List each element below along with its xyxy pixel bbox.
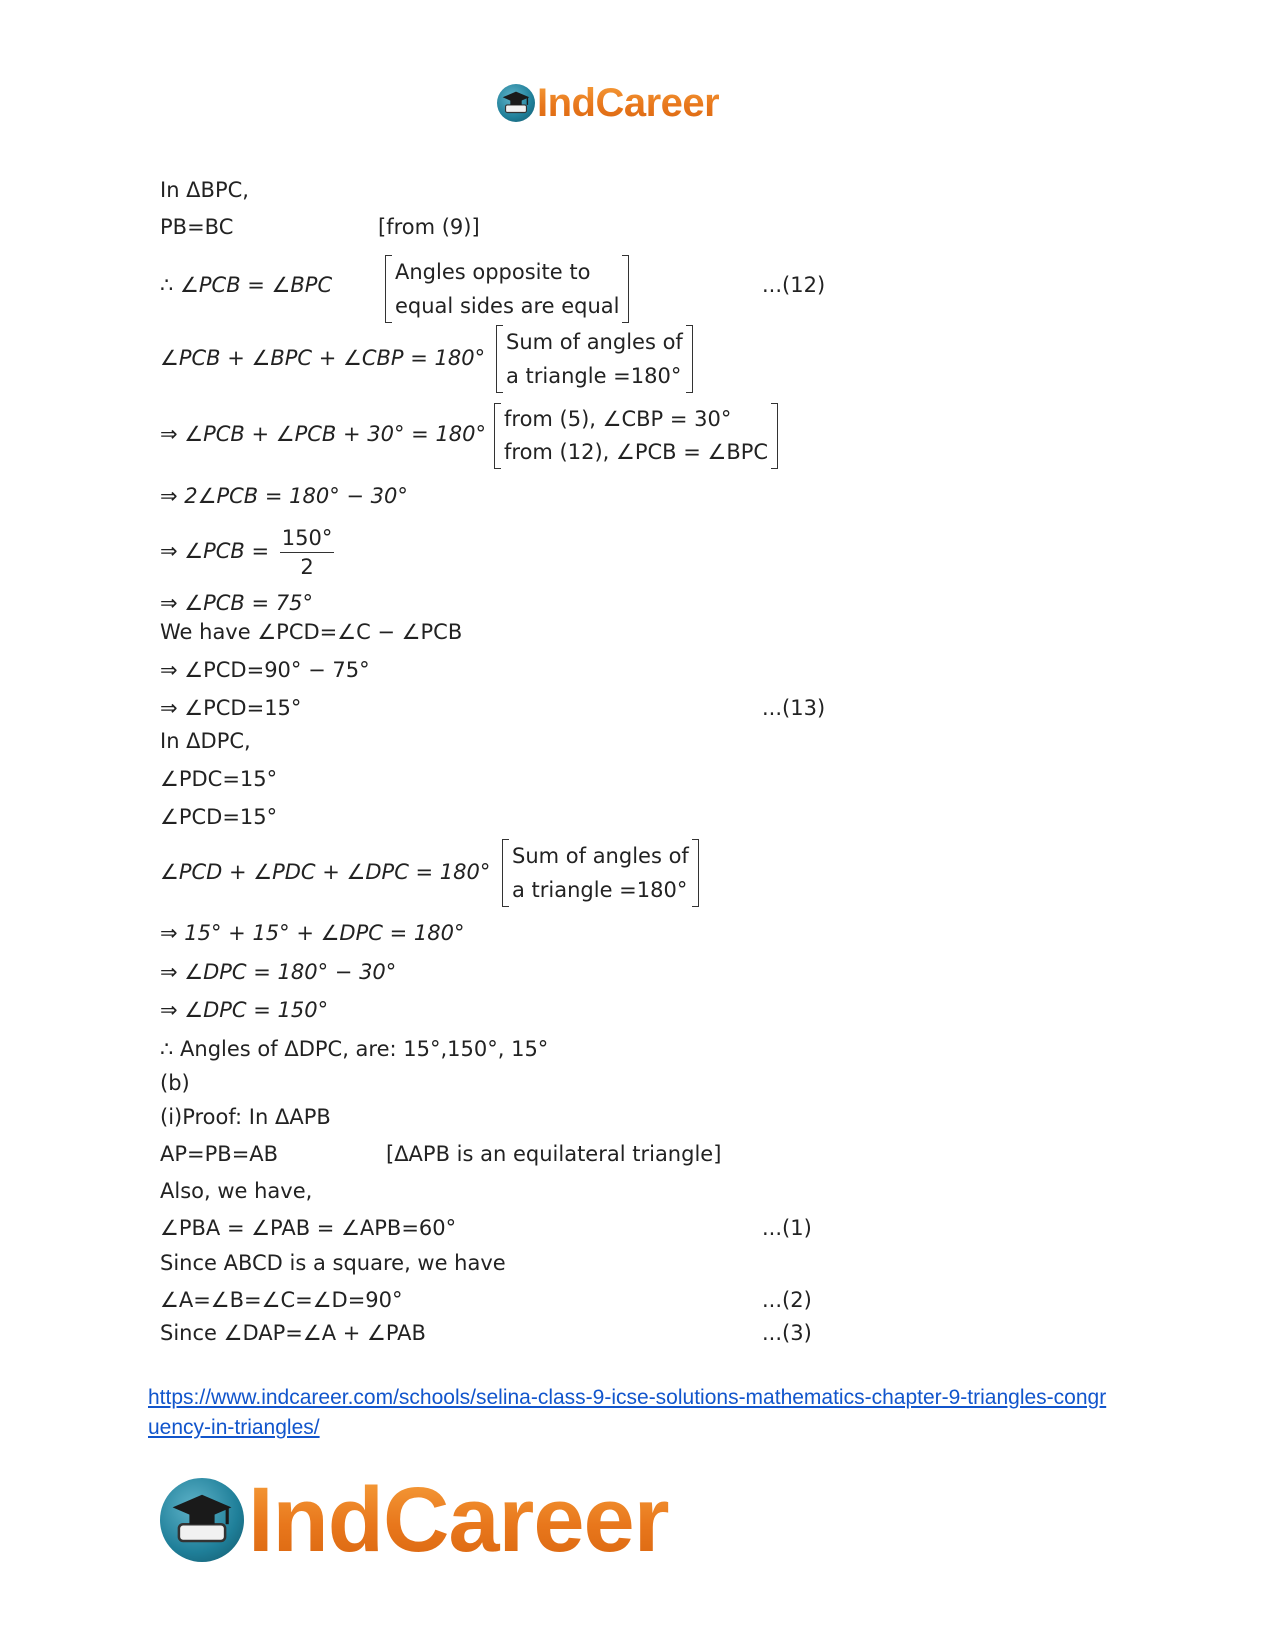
math-expr: ⇒ ∠PCB = xyxy=(160,539,270,563)
math-line xyxy=(160,272,332,298)
math-line xyxy=(160,920,464,946)
bracket-note xyxy=(502,839,699,907)
math-line xyxy=(160,522,334,581)
equation-ref: ...(1) xyxy=(762,1216,812,1240)
equation-ref: ...(2) xyxy=(762,1288,812,1312)
math-note: [ΔAPB is an equilateral triangle] xyxy=(386,1142,722,1166)
fraction xyxy=(280,524,335,581)
bracket-line: Sum of angles of xyxy=(506,330,683,354)
math-line: ⇒ ∠PCD=90° − 75° xyxy=(160,658,370,682)
header-logo xyxy=(497,80,719,126)
logo-text: IndCareer xyxy=(248,1469,669,1571)
math-line xyxy=(160,345,485,371)
math-line: ∴ Angles of ΔDPC, are: 15°,150°, 15° xyxy=(160,1037,549,1061)
math-line: In ΔBPC, xyxy=(160,178,249,202)
math-expr: ⇒ ∠DPC = 150° xyxy=(160,998,329,1022)
math-line: In ΔDPC, xyxy=(160,729,251,753)
math-line: ∠PDC=15° xyxy=(160,767,278,791)
math-line xyxy=(160,421,486,447)
bracket-note xyxy=(385,255,629,323)
math-line: PB=BC xyxy=(160,215,234,239)
math-expr: ⇒ ∠PCB = 75° xyxy=(160,591,313,615)
bracket-line: Angles opposite to xyxy=(395,260,591,284)
math-line: ∠A=∠B=∠C=∠D=90° xyxy=(160,1288,403,1312)
equation-ref: ...(13) xyxy=(762,696,826,720)
math-line: ⇒ ∠PCD=15° xyxy=(160,696,302,720)
footer-logo xyxy=(160,1470,669,1570)
math-line: (i)Proof: In ΔAPB xyxy=(160,1105,331,1129)
math-line: ∠PBA = ∠PAB = ∠APB=60° xyxy=(160,1216,457,1240)
math-line: ∠PCD=15° xyxy=(160,805,278,829)
math-expr: ∴ ∠PCB = ∠BPC xyxy=(160,273,333,297)
math-expr: ∠PCD + ∠PDC + ∠DPC = 180° xyxy=(160,860,491,884)
math-line: AP=PB=AB xyxy=(160,1142,279,1166)
source-link[interactable]: https://www.indcareer.com/schools/selina-class-9-icse-solutions-mathematics-chapter-9-triangles-congruency-in-triangles/ xyxy=(148,1386,1107,1439)
equation-ref: ...(3) xyxy=(762,1321,812,1345)
math-expr: ∠PCB + ∠BPC + ∠CBP = 180° xyxy=(160,346,486,370)
fraction-denominator: 2 xyxy=(300,554,314,579)
math-expr: ⇒ ∠PCB + ∠PCB + 30° = 180° xyxy=(160,422,487,446)
math-expr: ⇒ 15° + 15° + ∠DPC = 180° xyxy=(160,921,465,945)
math-line: Since ABCD is a square, we have xyxy=(160,1251,506,1275)
bracket-line: a triangle =180° xyxy=(512,878,688,902)
math-line: Since ∠DAP=∠A + ∠PAB xyxy=(160,1321,426,1345)
math-line xyxy=(160,590,313,616)
math-line xyxy=(160,997,328,1023)
math-line: Also, we have, xyxy=(160,1179,313,1203)
math-expr: ⇒ ∠DPC = 180° − 30° xyxy=(160,960,397,984)
logo-text: IndCareer xyxy=(537,81,720,125)
bracket-line: equal sides are equal xyxy=(395,294,620,318)
bracket-line: from (5), ∠CBP = 30° xyxy=(504,407,732,431)
math-expr: ⇒ 2∠PCB = 180° − 30° xyxy=(160,484,408,508)
math-line: (b) xyxy=(160,1071,190,1095)
math-line: We have ∠PCD=∠C − ∠PCB xyxy=(160,620,463,644)
math-line xyxy=(160,959,396,985)
bracket-line: from (12), ∠PCB = ∠BPC xyxy=(504,440,769,464)
bracket-note xyxy=(496,325,693,393)
graduation-cap-icon xyxy=(160,1478,244,1562)
graduation-cap-icon xyxy=(497,84,535,122)
math-note: [from (9)] xyxy=(378,215,480,239)
bracket-note xyxy=(494,403,778,469)
bracket-line: a triangle =180° xyxy=(506,364,682,388)
bracket-line: Sum of angles of xyxy=(512,844,689,868)
equation-ref: ...(12) xyxy=(762,273,826,297)
math-line xyxy=(160,483,408,509)
fraction-numerator: 150° xyxy=(280,524,335,553)
math-line xyxy=(160,859,490,885)
